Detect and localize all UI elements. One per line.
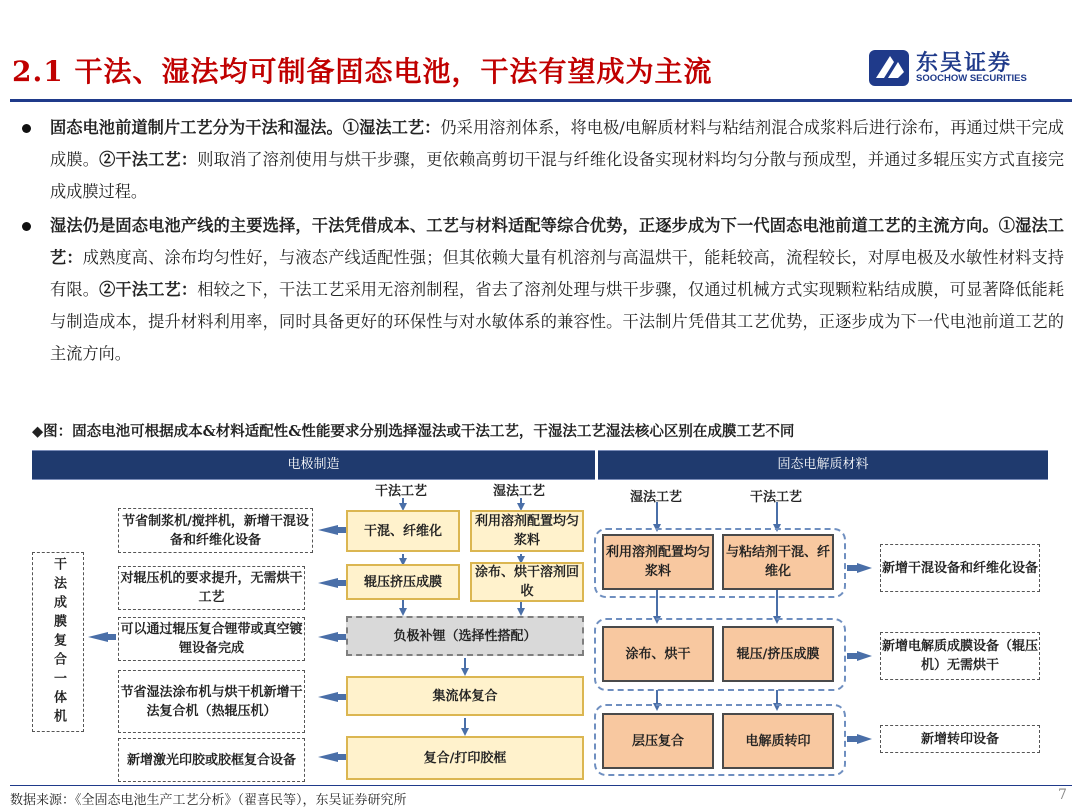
electrolyte-coat-dry-box: 涂布、烘干 xyxy=(602,626,714,682)
page-title: 2.1 干法、湿法均可制备固态电池，干法有望成为主流 xyxy=(12,55,713,88)
left-note-coater: 节省湿法涂布机与烘干机新增干法复合机（热辊压机） xyxy=(118,670,305,733)
electrolyte-transfer-box: 电解质转印 xyxy=(722,713,834,769)
dry-process-label: 干法工艺 xyxy=(375,484,428,499)
left-note-lithium: 可以通过辊压复合锂带或真空镀锂设备完成 xyxy=(118,617,305,661)
logo-english-name: SOOCHOW SECURITIES xyxy=(916,73,1027,84)
bullet-mid: ②干法工艺： xyxy=(99,150,198,169)
prelithiation-box: 负极补锂（选择性搭配） xyxy=(346,616,584,656)
bullet-lead: 固态电池前道制片工艺分为干法和湿法。①湿法工艺： xyxy=(50,118,441,137)
electrolyte-dry-mix-box: 与粘结剂干混、纤维化 xyxy=(722,534,834,590)
bullet-text: 成熟度高、涂布均匀性好，与液态产线适配性强；但其依赖大量有机溶剂与高温烘干，能耗较高，流程较长，对厚电极及水敏性材料支持有限。 xyxy=(50,248,1064,299)
electrode-header: 电极制造 xyxy=(32,450,595,480)
wet-process-label: 湿法工艺 xyxy=(493,484,546,499)
wet-coat-dry-box: 涂布、烘干溶剂回收 xyxy=(470,562,584,602)
bullet-lead: 湿法仍是固态电池产线的主要选择，干法凭借成本、工艺与材料适配等综合优势，正逐步成为下一代固态电池前道工艺的主流方向。①湿法工艺： xyxy=(50,216,1064,267)
electrolyte-laminate-box: 层压复合 xyxy=(602,713,714,769)
left-note-mixer: 节省制浆机/搅拌机，新增干混设备和纤维化设备 xyxy=(118,508,313,553)
frame-print-box: 复合/打印胶框 xyxy=(346,736,584,780)
page-number: 7 xyxy=(1058,787,1067,803)
electrolyte-header: 固态电解质材料 xyxy=(598,450,1048,480)
dry-roll-film-box: 辊压挤压成膜 xyxy=(346,564,460,600)
footer-divider xyxy=(10,785,1072,786)
current-collector-box: 集流体复合 xyxy=(346,676,584,716)
bullet-mid: ②干法工艺： xyxy=(99,280,198,299)
left-note-roller: 对辊压机的要求提升，无需烘干工艺 xyxy=(118,566,305,610)
electrolyte-dry-label: 干法工艺 xyxy=(750,490,803,505)
left-note-laser: 新增激光印胶或胶框复合设备 xyxy=(118,738,305,782)
bullet-text: 则取消了溶剂使用与烘干步骤，更依赖高剪切干混与纤维化设备实现材料均匀分散与预成型，并通过多辊压实方式直接完成成膜过程。 xyxy=(50,150,1065,201)
bullet-text: 相较之下，干法工艺采用无溶剂制程，省去了溶剂处理与烘干步骤，仅通过机械方式实现颗粒粘结成膜，可显著降低能耗与制造成本，提升材料利用率，同时具备更好的环保性与对水敏体系的兼容性。干法制片凭借其工艺优势，正逐步成为下一代电池前道工艺的主流方向。 xyxy=(50,280,1065,363)
data-source: 数据来源：《全固态电池生产工艺分析》（翟喜民等），东吴证券研究所 xyxy=(10,793,407,808)
right-note-film: 新增电解质成膜设备（辊压机）无需烘干 xyxy=(880,632,1040,680)
wet-slurry-box: 利用溶剂配置均匀浆料 xyxy=(470,510,584,552)
electrolyte-wet-slurry-box: 利用溶剂配置均匀浆料 xyxy=(602,534,714,590)
electrolyte-roll-film-box: 辊压/挤压成膜 xyxy=(722,626,834,682)
electrolyte-wet-label: 湿法工艺 xyxy=(630,490,683,505)
right-note-transfer: 新增转印设备 xyxy=(880,725,1040,753)
logo-chinese-name: 东吴证券 xyxy=(916,51,1013,76)
bullet-text: 仍采用溶剂体系，将电极/电解质材料与粘结剂混合成浆料后进行涂布，再通过烘干完成成膜。 xyxy=(50,118,1064,169)
dry-integrated-machine-box: 干法成膜复合一体机 xyxy=(32,552,84,732)
dry-mix-fiber-box: 干混、纤维化 xyxy=(346,510,460,552)
right-note-dry-mix: 新增干混设备和纤维化设备 xyxy=(880,544,1040,592)
figure-title: ◆图：固态电池可根据成本&材料适配性&性能要求分别选择湿法或干法工艺，干湿法工艺湿法核心区别在成膜工艺不同 xyxy=(32,423,795,440)
